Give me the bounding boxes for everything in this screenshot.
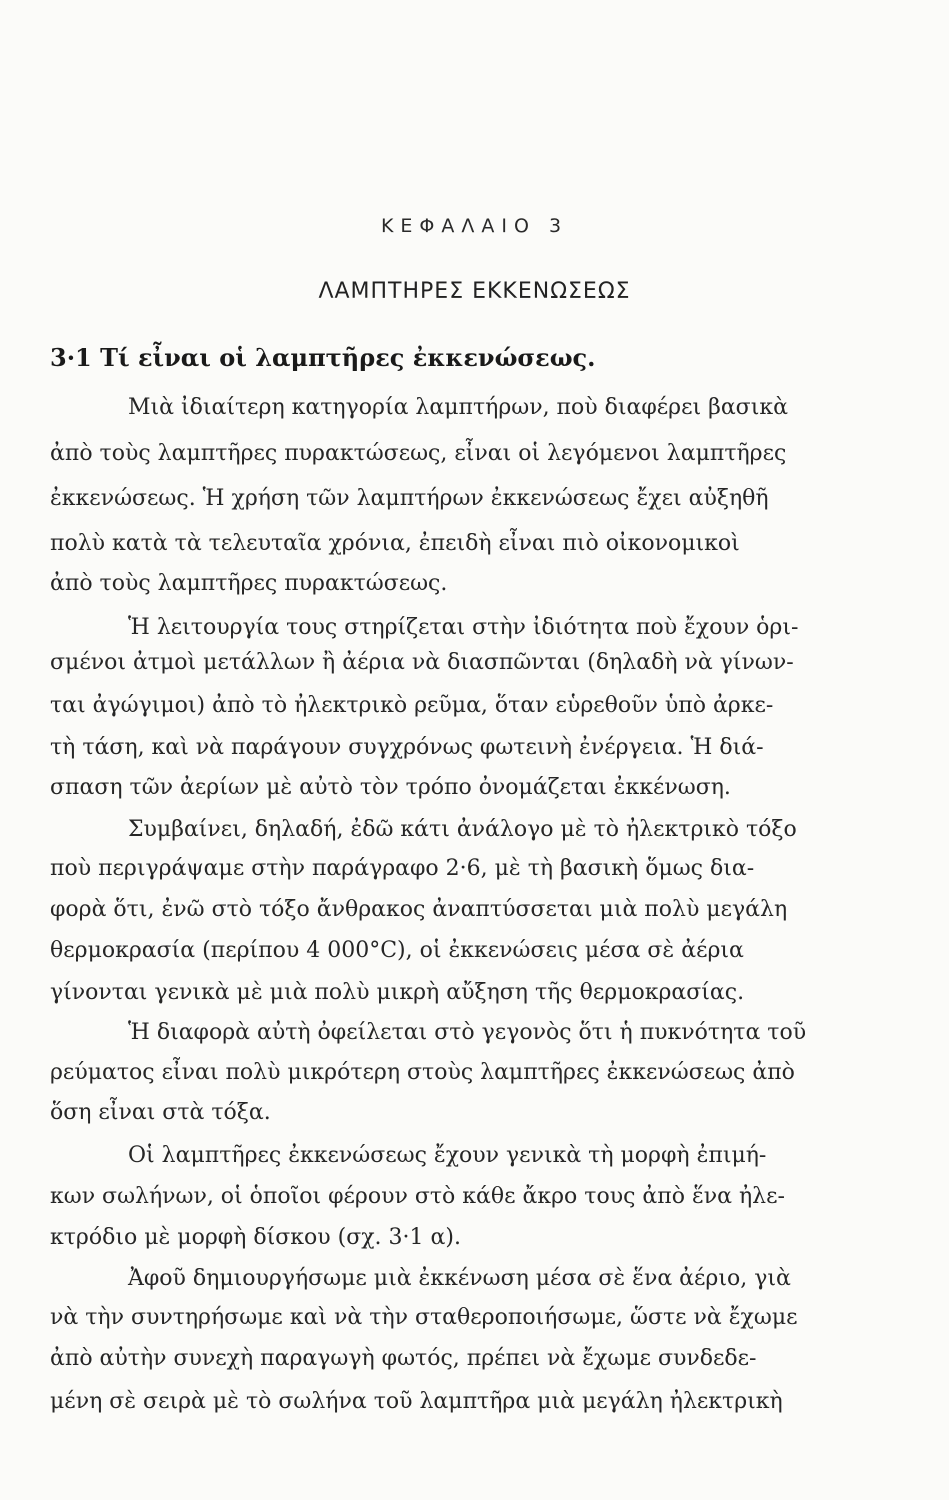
body-line: ἀπὸ αὐτὴν συνεχὴ παραγωγὴ φωτός, πρέπει νὰ ἔχωμε συνδεδε-: [50, 1346, 757, 1371]
body-line: σμένοι ἀτμοὶ μετάλλων ἢ ἀέρια νὰ διασπῶνται (δηλαδὴ νὰ γίνων-: [50, 650, 794, 675]
body-line: Μιὰ ἰδιαίτερη κατηγορία λαμπτήρων, ποὺ διαφέρει βασικὰ: [128, 395, 788, 420]
body-line: ποὺ περιγράψαμε στὴν παράγραφο 2·6, μὲ τὴ βασικὴ ὅμως δια-: [50, 856, 755, 881]
body-line: ται ἀγώγιμοι) ἀπὸ τὸ ἠλεκτρικὸ ρεῦμα, ὅταν εὑρεθοῦν ὑπὸ ἀρκε-: [50, 693, 774, 718]
body-line: ρεύματος εἶναι πολὺ μικρότερη στοὺς λαμπτῆρες ἐκκενώσεως ἀπὸ: [50, 1060, 795, 1085]
body-line: Ἡ λειτουργία τους στηρίζεται στὴν ἰδιότητα ποὺ ἔχουν ὁρι-: [128, 615, 799, 640]
body-line: ὅση εἶναι στὰ τόξα.: [50, 1100, 271, 1125]
body-line: ἐκκενώσεως. Ἡ χρήση τῶν λαμπτήρων ἐκκενώσεως ἔχει αὐξηθῆ: [50, 486, 769, 511]
body-line: μένη σὲ σειρὰ μὲ τὸ σωλήνα τοῦ λαμπτῆρα μιὰ μεγάλη ἠλεκτρικὴ: [50, 1389, 783, 1414]
body-line: Οἱ λαμπτῆρες ἐκκενώσεως ἔχουν γενικὰ τὴ μορφὴ ἐπιμή-: [128, 1143, 767, 1168]
body-line: τὴ τάση, καὶ νὰ παράγουν συγχρόνως φωτεινὴ ἐνέργεια. Ἡ διά-: [50, 735, 764, 760]
body-line: ἀπὸ τοὺς λαμπτῆρες πυρακτώσεως, εἶναι οἱ λεγόμενοι λαμπτῆρες: [50, 441, 787, 466]
body-line: Ἀφοῦ δημιουργήσωμε μιὰ ἐκκένωση μέσα σὲ ἕνα ἀέριο, γιὰ: [128, 1266, 791, 1291]
chapter-title: ΛΑΜΠΤΗΡΕΣ ΕΚΚΕΝΩΣΕΩΣ: [318, 279, 631, 304]
body-line: κων σωλήνων, οἱ ὁποῖοι φέρουν στὸ κάθε ἄκρο τους ἀπὸ ἕνα ἠλε-: [50, 1184, 785, 1209]
body-line: πολὺ κατὰ τὰ τελευταῖα χρόνια, ἐπειδὴ εἶναι πιὸ οἰκονομικοὶ: [50, 531, 740, 556]
chapter-label: ΚΕΦΑΛΑΙΟ 3: [380, 215, 569, 237]
body-line: σπαση τῶν ἀερίων μὲ αὐτὸ τὸν τρόπο ὀνομάζεται ἐκκένωση.: [50, 775, 731, 800]
body-line: γίνονται γενικὰ μὲ μιὰ πολὺ μικρὴ αὔξηση τῆς θερμοκρασίας.: [50, 980, 745, 1005]
body-line: Ἡ διαφορὰ αὐτὴ ὀφείλεται στὸ γεγονὸς ὅτι ἡ πυκνότητα τοῦ: [128, 1020, 807, 1045]
body-line: κτρόδιο μὲ μορφὴ δίσκου (σχ. 3·1 α).: [50, 1225, 461, 1250]
body-line: θερμοκρασία (περίπου 4 000°C), οἱ ἐκκενώσεις μέσα σὲ ἀέρια: [50, 938, 744, 963]
body-line: νὰ τὴν συντηρήσωμε καὶ νὰ τὴν σταθεροποιήσωμε, ὥστε νὰ ἔχωμε: [50, 1305, 798, 1330]
body-line: ἀπὸ τοὺς λαμπτῆρες πυρακτώσεως.: [50, 571, 448, 596]
body-line: φορὰ ὅτι, ἐνῶ στὸ τόξο ἄνθρακος ἀναπτύσσεται μιὰ πολὺ μεγάλη: [50, 897, 788, 922]
body-line: Συμβαίνει, δηλαδή, ἐδῶ κάτι ἀνάλογο μὲ τὸ ἠλεκτρικὸ τόξο: [128, 817, 797, 842]
section-heading: 3·1 Τί εἶναι οἱ λαμπτῆρες ἐκκενώσεως.: [50, 343, 596, 372]
